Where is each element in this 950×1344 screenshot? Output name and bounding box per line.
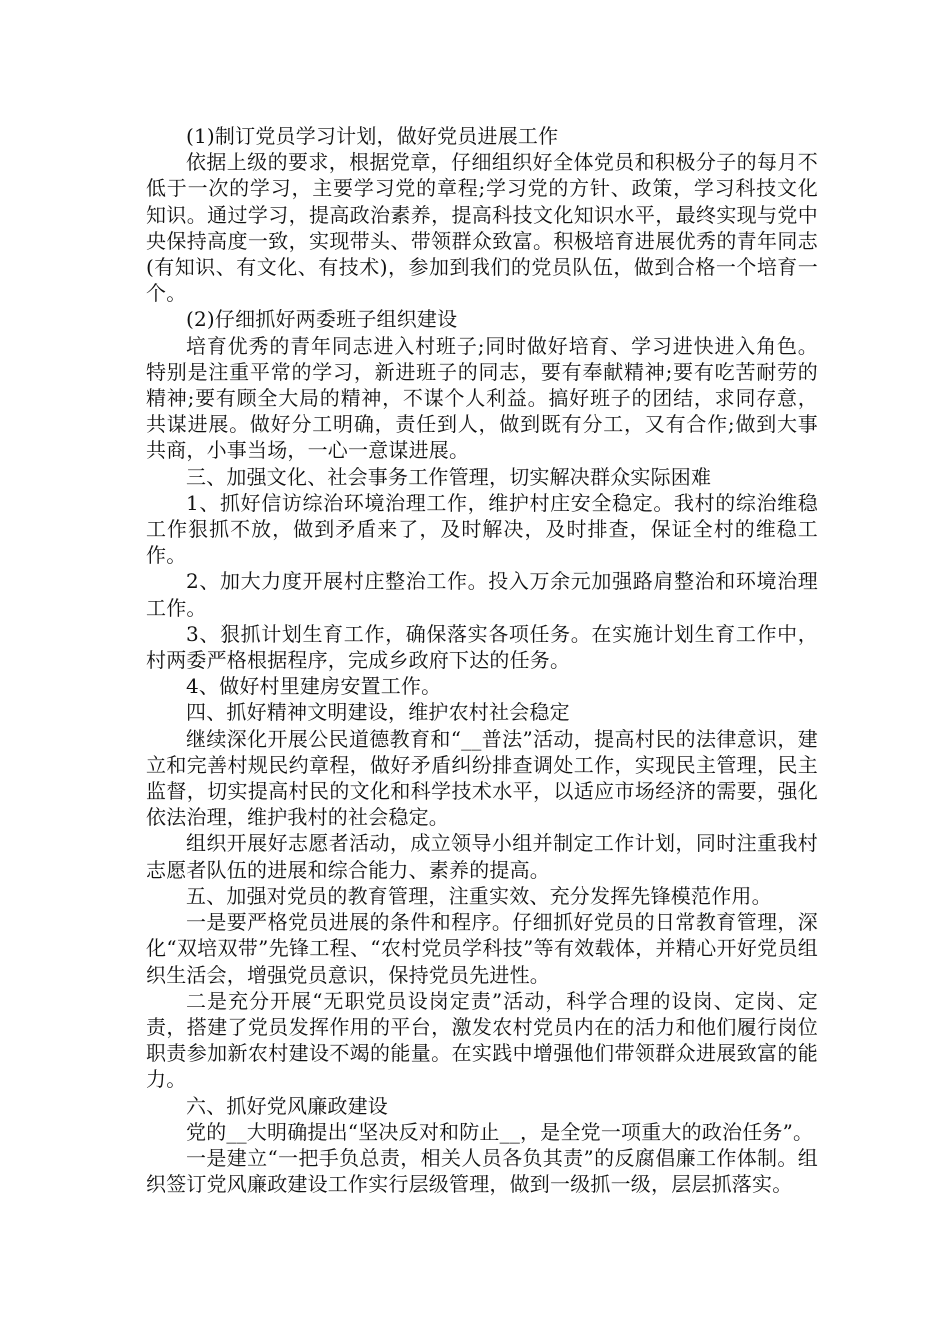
body-paragraph: 2、加大力度开展村庄整治工作。投入万余元加强路肩整治和环境治理工作。 (146, 569, 818, 620)
subsection-heading-team-building: (2)仔细抓好两委班子组织建设 (186, 307, 458, 332)
section-heading-three: 三、加强文化、社会事务工作管理，切实解决群众实际困难 (186, 464, 712, 489)
section-heading-six: 六、抓好党风廉政建设 (186, 1093, 388, 1118)
document-body (146, 123, 818, 1197)
body-paragraph: 4、做好村里建房安置工作。 (186, 674, 442, 699)
body-paragraph: 党的__大明确提出“坚决反对和防止__，是全党一项重大的政治任务”。 (186, 1119, 814, 1144)
body-paragraph: 二是充分开展“无职党员设岗定责”活动，科学合理的设岗、定岗、定责，搭建了党员发挥作用的平台，激发农村党员内在的活力和他们履行岗位职责参加新农村建设不竭的能量。在实践中增强他们带领群众进展致富的能力。 (146, 988, 818, 1092)
body-paragraph: 培育优秀的青年同志进入村班子;同时做好培育、学习进快进入角色。特别是注重平常的学习，新进班子的同志，要有奉献精神;要有吃苦耐劳的精神;要有顾全大局的精神，不谋个人利益。搞好班子的团结，求同存意，共谋进展。做好分工明确，责任到人，做到既有分工，又有合作;做到大事共商，小事当场，一心一意谋进展。 (146, 333, 818, 463)
subsection-heading-study-plan: (1)制订党员学习计划，做好党员进展工作 (186, 124, 559, 148)
body-paragraph: 一是建立“一把手负总责，相关人员各负其责”的反腐倡廉工作体制。组织签订党风廉政建设工作实行层级管理，做到一级抓一级，层层抓落实。 (146, 1145, 818, 1197)
body-paragraph: 继续深化开展公民道德教育和“__普法”活动，提高村民的法律意识，建立和完善村规民约章程，做好矛盾纠纷排查调处工作，实现民主管理，民主监督，切实提高村民的文化和科学技术水平，以适应市场经济的需要，强化依法治理，维护我村的社会稳定。 (146, 726, 818, 830)
section-heading-four: 四、抓好精神文明建设，维护农村社会稳定 (186, 700, 570, 725)
body-paragraph: 组织开展好志愿者活动，成立领导小组并制定工作计划，同时注重我村志愿者队伍的进展和综合能力、素养的提高。 (146, 831, 818, 882)
body-paragraph: 依据上级的要求，根据党章，仔细组织好全体党员和积极分子的每月不低于一次的学习，主要学习党的章程;学习党的方针、政策，学习科技文化知识。通过学习，提高政治素养，提高科技文化知识水平，最终实现与党中央保持高度一致，实现带头、带领群众致富。积极培育进展优秀的青年同志(有知识、有文化、有技术)，参加到我们的党员队伍，做到合格一个培育一个。 (146, 150, 818, 306)
section-heading-five: 五、加强对党员的教育管理，注重实效、充分发挥先锋模范作用。 (186, 883, 772, 908)
body-paragraph: 一是要严格党员进展的条件和程序。仔细抓好党员的日常教育管理，深化“双培双带”先锋工程、“农村党员学科技”等有效载体，并精心开好党员组织生活会，增强党员意识，保持党员先进性。 (146, 910, 818, 987)
body-paragraph: 3、狠抓计划生育工作，确保落实各项任务。在实施计划生育工作中，村两委严格根据程序，完成乡政府下达的任务。 (146, 621, 818, 673)
body-paragraph: 1、抓好信访综治环境治理工作，维护村庄安全稳定。我村的综治维稳工作狠抓不放，做到矛盾来了，及时解决，及时排查，保证全村的维稳工作。 (146, 490, 818, 568)
